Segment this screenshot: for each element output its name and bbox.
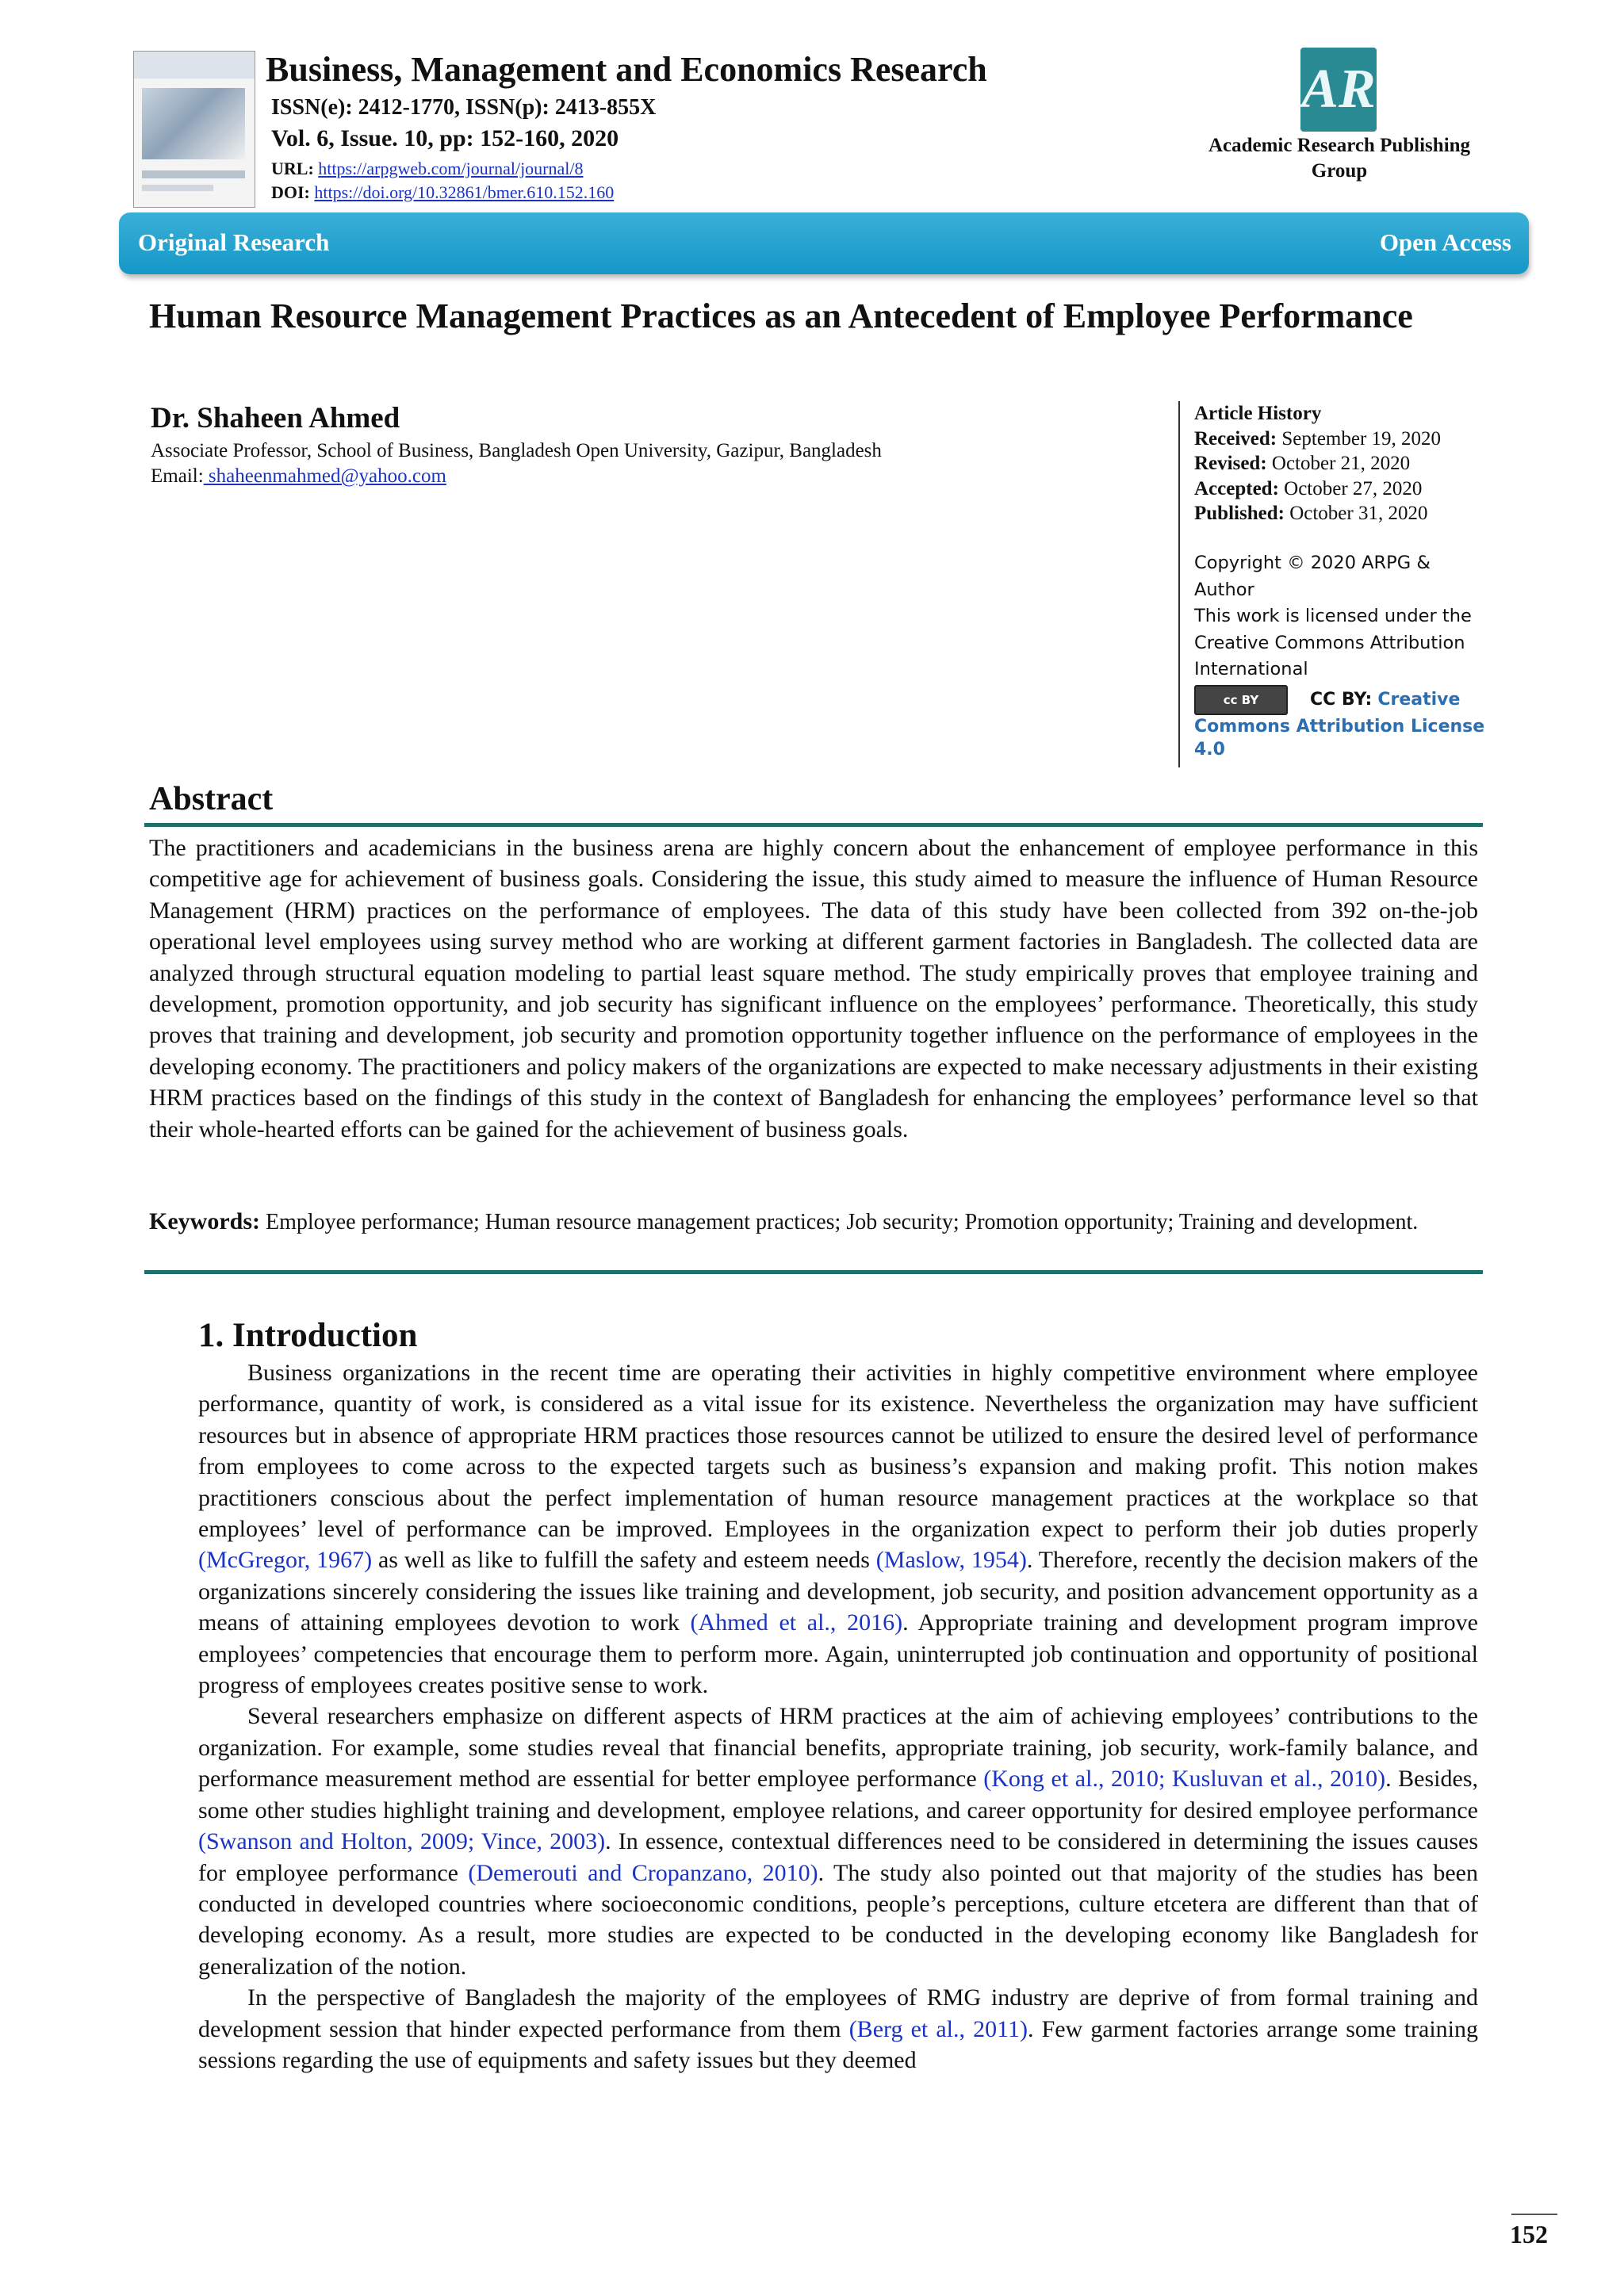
citation-maslow[interactable]: (Maslow, 1954) <box>875 1547 1027 1574</box>
accepted-date: October 27, 2020 <box>1284 477 1423 499</box>
journal-cover-image <box>133 51 255 208</box>
intro-paragraph-2: Several researchers emphasize on different aspects of HRM practices at the aim of achieving employees’ contributions to the organization. For example, some studies reveal that financial benefits, appropriate training, job security, work-family balance, and performance measurement method are essential for better employee performance (Kong et al., 2010; Kusluvan et al., 2010). Besides, some other studies highlight training and development, employee relations, and career opportunity for desired employee performance (Swanson and Holton, 2009; Vince, 2003). In essence, contextual differences need to be considered in determining the issues causes for employee performance (Demerouti and Cropanzano, 2010). The study also pointed out that majority of the studies has been conducted in developed countries where socioeconomic conditions, people’s perceptions, culture etcetera are different than that of developing economy. As a result, more studies are expected to be conducted in the developing economy like Bangladesh for generalization of the notion. <box>198 1703 1478 1980</box>
license-block <box>1194 550 1496 761</box>
publisher-name: Academic Research Publishing Group <box>1208 135 1471 182</box>
email-link[interactable]: shaheenmahmed@yahoo.com <box>203 465 446 487</box>
citation-swanson-vince[interactable]: (Swanson and Holton, 2009; Vince, 2003) <box>198 1828 606 1855</box>
url-line <box>271 159 584 179</box>
article-history <box>1194 401 1496 526</box>
doi-link[interactable]: https://doi.org/10.32861/bmer.610.152.160 <box>314 182 615 202</box>
citation-berg[interactable]: (Berg et al., 2011) <box>848 2015 1028 2042</box>
copyright-text: Copyright © 2020 ARPG & Author <box>1194 553 1431 600</box>
citation-kong-kusluvan[interactable]: (Kong et al., 2010; Kusluvan et al., 2010) <box>983 1766 1386 1793</box>
page-number-rule <box>1511 2214 1557 2215</box>
journal-url-link[interactable]: https://arpgweb.com/journal/journal/8 <box>318 159 584 178</box>
received-label: Received: <box>1194 427 1277 450</box>
banner-open-access: Open Access <box>1379 228 1511 256</box>
article-type-banner <box>119 212 1529 274</box>
published-label: Published: <box>1194 503 1285 524</box>
url-label: URL: <box>271 159 314 178</box>
received-date: September 19, 2020 <box>1281 427 1442 450</box>
cc-by-label: CC BY: <box>1309 689 1373 710</box>
article-title: Human Resource Management Practices as an Antecedent of Employee Performance <box>149 297 1413 335</box>
doi-line <box>271 182 614 203</box>
revised-label: Revised: <box>1194 453 1267 474</box>
author-email <box>151 465 446 488</box>
cc-license-row <box>1194 685 1496 761</box>
introduction-body <box>198 1357 1478 2076</box>
abstract-bottom-rule <box>144 1270 1483 1274</box>
introduction-heading: 1. Introduction <box>198 1317 418 1354</box>
keywords <box>149 1208 1478 1236</box>
license-text: This work is licensed under the Creative Commons Attribution International <box>1194 606 1472 679</box>
journal-title: Business, Management and Economics Research <box>266 50 987 89</box>
history-heading: Article History <box>1194 403 1322 424</box>
abstract-top-rule <box>144 823 1483 827</box>
publisher-logo: AR <box>1300 48 1377 132</box>
doi-label: DOI: <box>271 182 310 202</box>
abstract-heading: Abstract <box>149 781 274 817</box>
volume-line: Vol. 6, Issue. 10, pp: 152-160, 2020 <box>271 125 619 151</box>
cc-by-icon[interactable]: cc BY <box>1194 685 1288 715</box>
author-affiliation: Associate Professor, School of Business, Bangladesh Open University, Gazipur, Bangladesh <box>151 440 882 461</box>
issn-line: ISSN(e): 2412-1770, ISSN(p): 2413-855X <box>271 95 657 120</box>
author-name: Dr. Shaheen Ahmed <box>151 402 400 434</box>
cc-license-link[interactable]: Creative Commons Attribution License 4.0 <box>1194 689 1485 760</box>
citation-mcgregor[interactable]: (McGregor, 1967) <box>198 1547 373 1574</box>
citation-ahmed[interactable]: (Ahmed et al., 2016) <box>690 1609 903 1636</box>
published-date: October 31, 2020 <box>1289 503 1428 524</box>
keywords-text: Employee performance; Human resource management practices; Job security; Promotion opportunity; Training and development. <box>265 1210 1419 1234</box>
banner-original-research: Original Research <box>138 228 330 256</box>
intro-paragraph-3: In the perspective of Bangladesh the majority of the employees of RMG industry are deprive of from formal training and development session that hinder expected performance from them (Berg et al., 2011). Few garment factories arrange some training sessions regarding the use of equipments and safety issues but they deemed <box>198 1984 1479 2073</box>
accepted-label: Accepted: <box>1194 477 1279 499</box>
abstract-text: The practitioners and academicians in the business arena are highly concern about the enhancement of employee performance in this competitive age for achievement of business goals. Considering the issue, this study aimed to measure the influence of Human Resource Management (HRM) practices on the performance of employees. The data of this study have been collected from 392 on-the-job operational level employees using survey method who are working at different garment factories in Bangladesh. The collected data are analyzed through structural equation modeling to partial least square method. The study empirically proves that employee training and development, promotion opportunity, and job security has significant influence on the employees’ performance. Theoretically, this study proves that training and development, job security and promotion opportunity together influence on the performance of employees in the developing economy. The practitioners and policy makers of the organizations are expected to make necessary adjustments in their existing HRM practices based on the findings of this study in the context of Bangladesh for enhancing the employees’ performance level so that their whole-hearted efforts can be gained for the achievement of business goals. <box>149 835 1478 1142</box>
keywords-label: Keywords: <box>149 1208 260 1234</box>
citation-demerouti[interactable]: (Demerouti and Cropanzano, 2010) <box>468 1859 818 1886</box>
revised-date: October 21, 2020 <box>1271 453 1411 474</box>
page-number: 152 <box>1510 2220 1548 2248</box>
email-label: Email: <box>151 465 204 487</box>
history-divider <box>1178 401 1180 767</box>
intro-paragraph-1: Business organizations in the recent time are operating their activities in highly competitive environment where employee performance, quantity of work, is considered as a vital issue for its existence. Nevertheless the organization may have sufficient resources but in absence of appropriate HRM practices those resources cannot be utilized to ensure the desired level of performance from employees to come across to the expected targets such as business’s expansion and making profit. This notion makes practitioners conscious about the perfect implementation of human resource management practices at the workplace so that employees’ level of performance can be improved. Employees in the organization expect to perform their job duties properly (McGregor, 1967) as well as like to fulfill the safety and esteem needs (Maslow, 1954). Therefore, recently the decision makers of the organizations sincerely considering the issues like training and development, job security, and position advancement opportunity as a means of attaining employees devotion to work (Ahmed et al., 2016). Appropriate training and development program improve employees’ competencies that encourage them to perform more. Again, uninterrupted job continuation and opportunity of positional progress of employees creates positive sense to work. <box>198 1360 1479 1699</box>
